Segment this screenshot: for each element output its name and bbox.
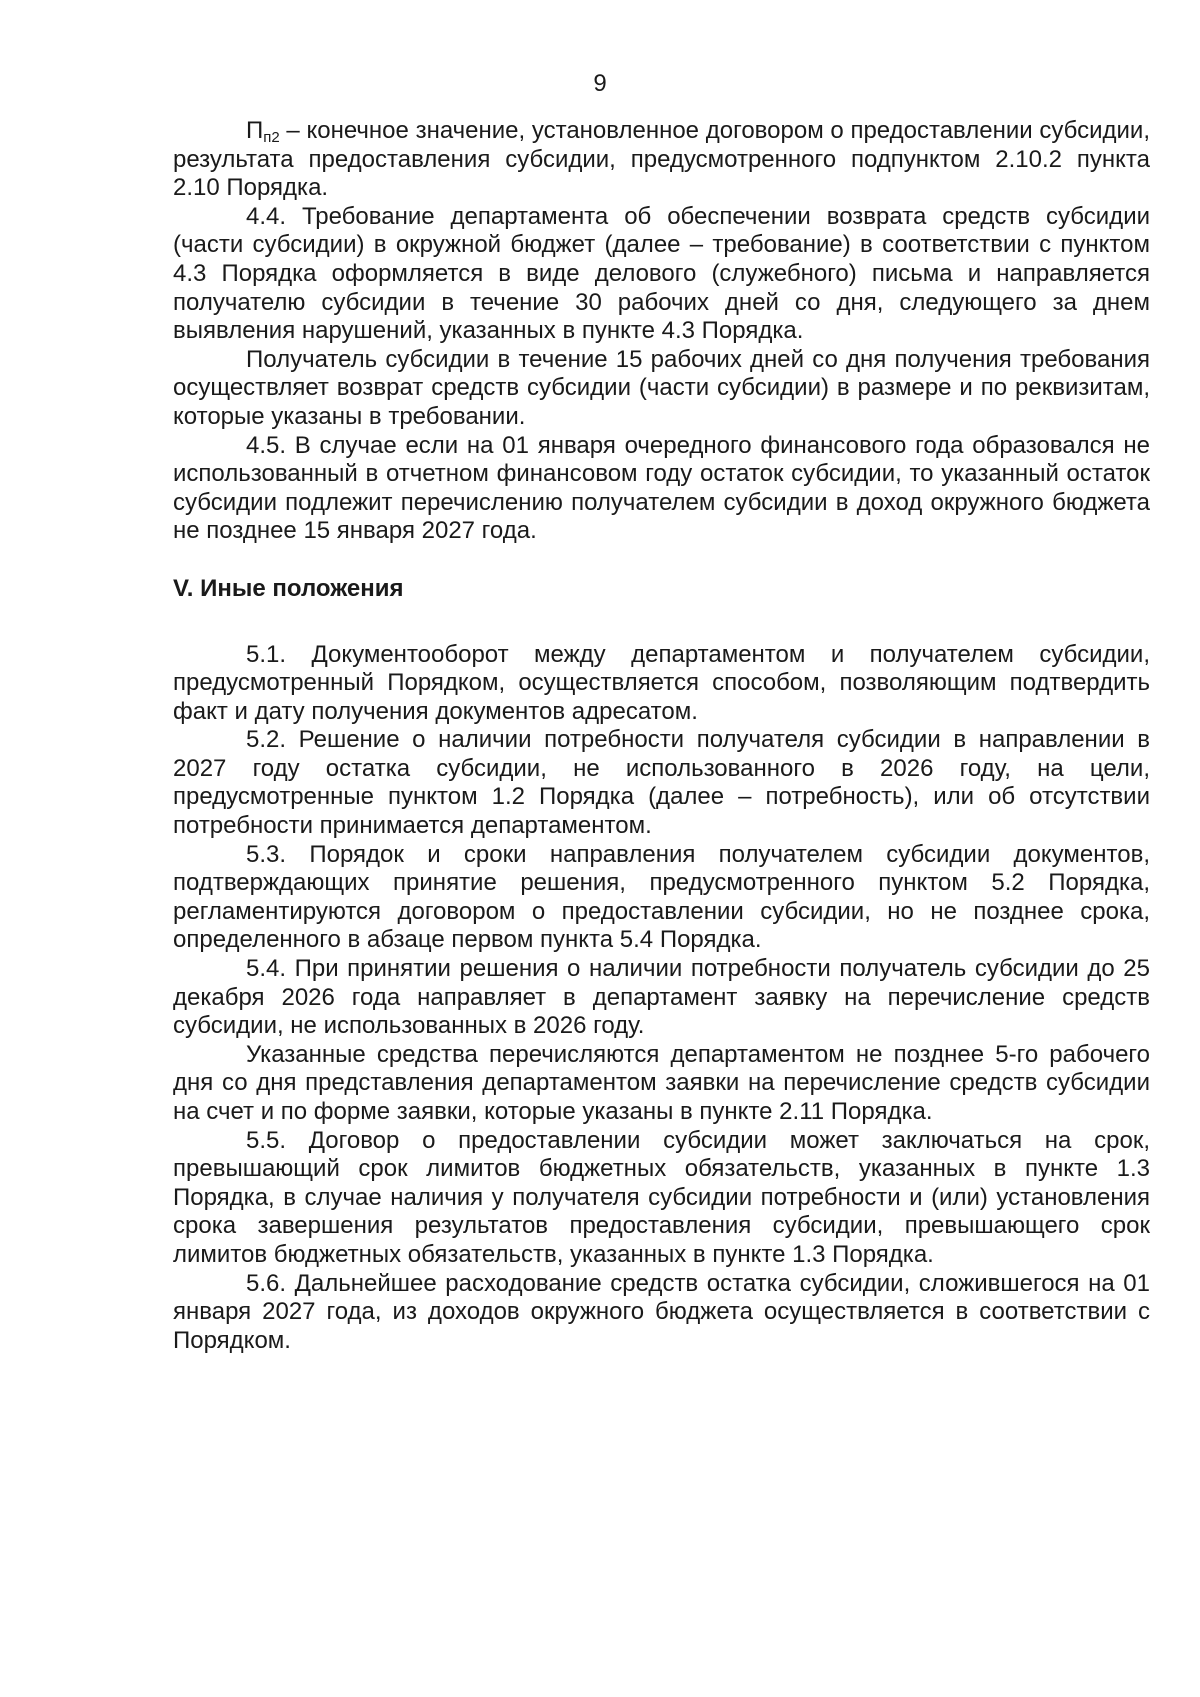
- paragraph-4-4-continued: Получатель субсидии в течение 15 рабочих дней со дня получения требования осуществляет возврат средств субсидии (части субсидии) в размере и по реквизитам, которые указаны в требовании.: [173, 345, 1150, 430]
- formula-definition-text: – конечное значение, установленное договором о предоставлении субсидии, результата предоставления субсидии, предусмотренного подпунктом 2.10.2 пункта 2.10 Порядка.: [173, 117, 1150, 202]
- page-number: 9: [593, 70, 607, 97]
- paragraph-4-4: 4.4. Требование департамента об обеспечении возврата средств субсидии (части субсидии) в окружной бюджет (далее – требование) в соответствии с пунктом 4.3 Порядка оформляется в виде делового (служебного) письма и направляется получателю субсидии в течение 30 рабочих дней со дня, следующего за днем выявления нарушений, указанных в пункте 4.3 Порядка.: [173, 202, 1150, 345]
- formula-subscript: п2: [263, 129, 280, 146]
- document-body: [173, 117, 1150, 1355]
- paragraph-5-4: 5.4. При принятии решения о наличии потребности получатель субсидии до 25 декабря 2026 года направляет в департамент заявку на перечисление средств субсидии, не использованных в 2026 году.: [173, 955, 1150, 1040]
- paragraph-5-4-continued: Указанные средства перечисляются департаментом не позднее 5-го рабочего дня со дня представления департаментом заявки на перечисление средств субсидии на счет и по форме заявки, которые указаны в пункте 2.11 Порядка.: [173, 1040, 1150, 1125]
- paragraph-5-1: 5.1. Документооборот между департаментом и получателем субсидии, предусмотренный Порядком, осуществляется способом, позволяющим подтвердить факт и дату получения документов адресатом.: [173, 640, 1150, 725]
- formula-definition-paragraph: [173, 117, 1150, 203]
- paragraph-5-6: 5.6. Дальнейшее расходование средств остатка субсидии, сложившегося на 01 января 2027 года, из доходов окружного бюджета осуществляется в соответствии с Порядком.: [173, 1269, 1150, 1354]
- paragraph-5-5: 5.5. Договор о предоставлении субсидии может заключаться на срок, превышающий срок лимитов бюджетных обязательств, указанных в пункте 1.3 Порядка, в случае наличия у получателя субсидии потребности и (или) установления срока завершения результатов предоставления субсидии, превышающего срок лимитов бюджетных обязательств, указанных в пункте 1.3 Порядка.: [173, 1126, 1150, 1268]
- section-heading: V. Иные положения: [173, 574, 404, 602]
- formula-symbol: П: [246, 117, 264, 144]
- paragraph-5-3: 5.3. Порядок и сроки направления получателем субсидии документов, подтверждающих принятие решения, предусмотренного пунктом 5.2 Порядка, регламентируются договором о предоставлении субсидии, но не позднее срока, определенного в абзаце первом пункта 5.4 Порядка.: [173, 840, 1150, 954]
- paragraph-5-2: 5.2. Решение о наличии потребности получателя субсидии в направлении в 2027 году остатка субсидии, не использованного в 2026 году, на цели, предусмотренные пунктом 1.2 Порядка (далее – потребность), или об отсутствии потребности принимается департаментом.: [173, 726, 1150, 840]
- paragraph-4-5: 4.5. В случае если на 01 января очередного финансового года образовался не использованный в отчетном финансовом году остаток субсидии, то указанный остаток субсидии подлежит перечислению получателем субсидии в доход окружного бюджета не позднее 15 января 2027 года.: [173, 431, 1150, 545]
